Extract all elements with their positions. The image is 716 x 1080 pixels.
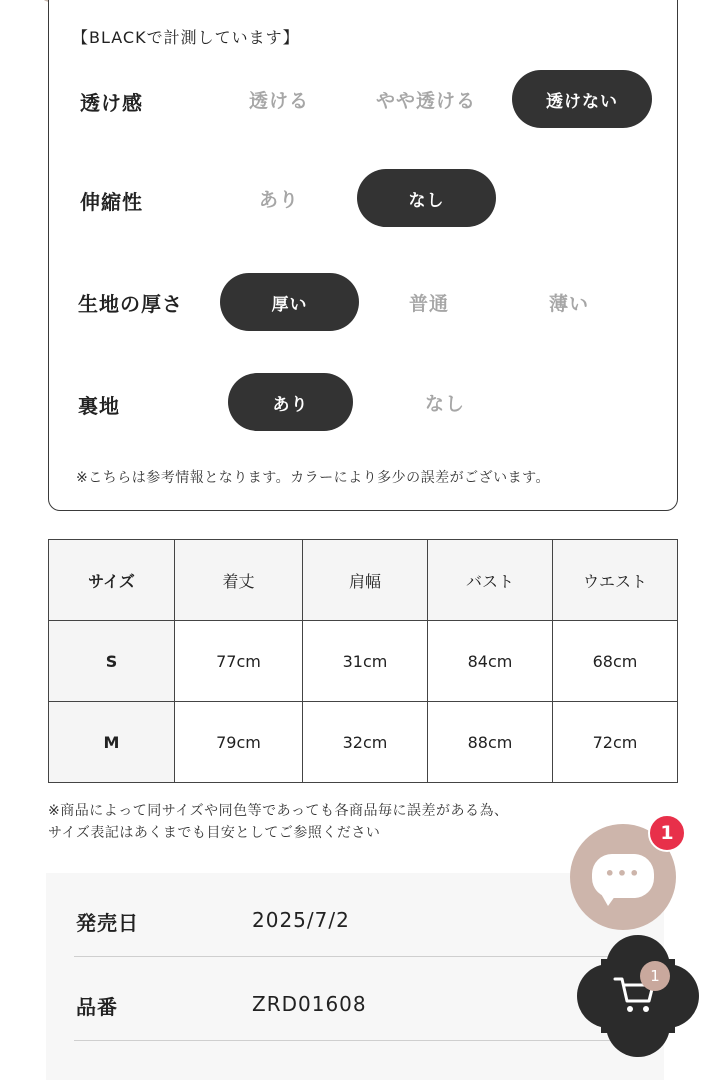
release-date-value: 2025/7/2 — [252, 908, 350, 932]
waist-cell: 68cm — [553, 621, 678, 702]
header-size: サイズ — [49, 540, 175, 621]
attr-label-thickness: 生地の厚さ — [78, 292, 183, 316]
attr-label-lining: 裏地 — [78, 394, 120, 418]
option-lining-yes-selected: あり — [228, 373, 353, 431]
option-stretch-yes: あり — [258, 188, 299, 211]
size-table — [48, 539, 678, 783]
attr-label-sheerness: 透け感 — [80, 91, 143, 115]
item-number-label: 品番 — [76, 995, 118, 1019]
header-length: 着丈 — [175, 540, 303, 621]
fabric-disclaimer: ※こちらは参考情報となります。カラーにより多少の誤差がございます。 — [76, 470, 550, 486]
chat-notification-badge: 1 — [648, 814, 686, 852]
size-disclaimer-line-2: サイズ表記はあくまでも目安としてご参照ください — [48, 825, 381, 841]
header-waist: ウエスト — [553, 540, 678, 621]
chat-tail-shape — [600, 892, 618, 906]
option-medium: 普通 — [408, 292, 449, 315]
cart-button[interactable] — [577, 935, 699, 1057]
release-date-label: 発売日 — [76, 911, 139, 935]
size-disclaimer — [48, 800, 508, 844]
table-row — [49, 702, 678, 783]
option-lining-no: なし — [424, 392, 465, 415]
bust-cell: 84cm — [428, 621, 553, 702]
cart-count-badge: 1 — [640, 961, 670, 991]
option-slightly-sheer: やや透ける — [375, 89, 476, 112]
size-disclaimer-line-1: ※商品によって同サイズや同色等であっても各商品毎に誤差がある為、 — [48, 803, 509, 819]
option-thin: 薄い — [548, 292, 589, 315]
release-date-row — [74, 873, 636, 957]
item-number-value: ZRD01608 — [252, 992, 367, 1016]
table-row — [49, 621, 678, 702]
item-number-row — [74, 957, 636, 1041]
size-table-header-row — [49, 540, 678, 621]
shoulder-cell: 32cm — [303, 702, 428, 783]
size-cell: S — [49, 621, 175, 702]
size-cell: M — [49, 702, 175, 783]
product-info-panel — [46, 873, 664, 1080]
shoulder-cell: 31cm — [303, 621, 428, 702]
length-cell: 79cm — [175, 702, 303, 783]
bust-cell: 88cm — [428, 702, 553, 783]
header-shoulder: 肩幅 — [303, 540, 428, 621]
option-stretch-no-selected: なし — [357, 169, 496, 227]
measured-note: 【BLACKで計測しています】 — [72, 28, 300, 47]
header-bust: バスト — [428, 540, 553, 621]
option-thick-selected: 厚い — [220, 273, 359, 331]
option-sheer: 透ける — [248, 89, 309, 112]
chat-dots: ••• — [604, 864, 642, 883]
option-not-sheer-selected: 透けない — [512, 70, 652, 128]
attr-label-stretch: 伸縮性 — [80, 190, 143, 214]
length-cell: 77cm — [175, 621, 303, 702]
waist-cell: 72cm — [553, 702, 678, 783]
